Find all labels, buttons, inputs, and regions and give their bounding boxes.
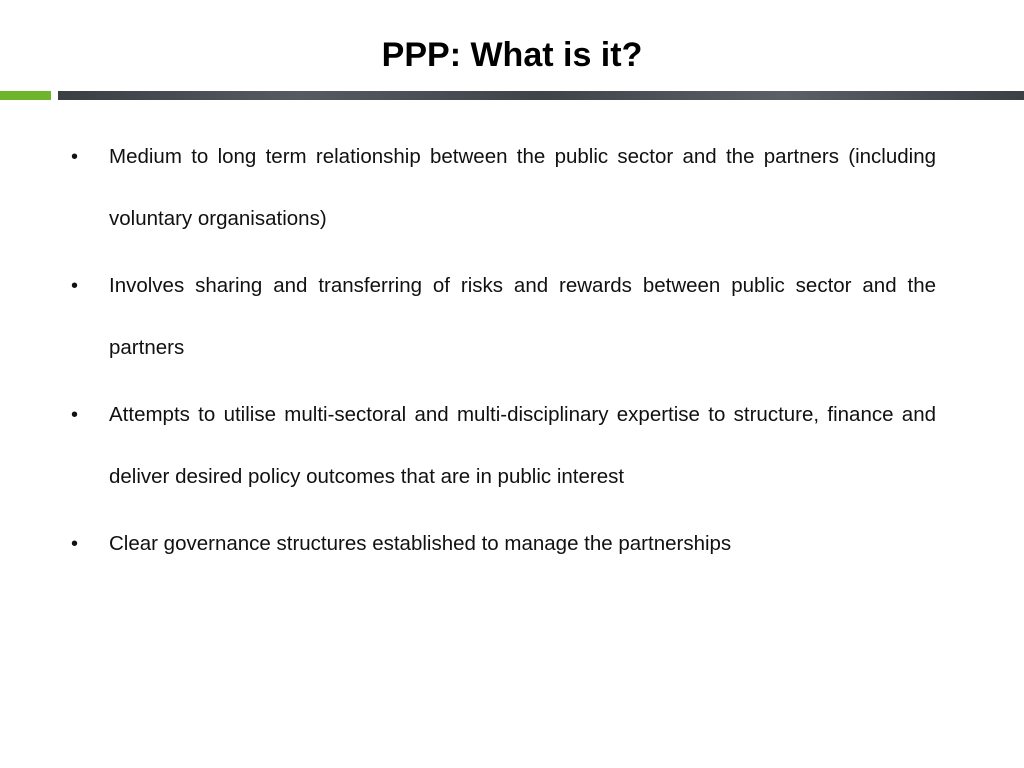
bullet-list — [66, 126, 936, 580]
bullet-item — [66, 513, 936, 575]
bullet-text: Attempts to utilise multi-sectoral and multi-disciplinary expertise to structure, finance and deliver desired policy outcomes that are in public interest — [109, 403, 936, 488]
bullet-item — [66, 384, 936, 508]
bullet-dot-icon: • — [71, 533, 79, 555]
bullet-dot-icon: • — [71, 404, 79, 426]
green-accent-bar — [0, 91, 51, 100]
bullet-text: Clear governance structures established to manage the partnerships — [109, 532, 732, 555]
bullet-item — [66, 126, 936, 250]
slide-title: PPP: What is it? — [381, 36, 643, 74]
bullet-item — [66, 255, 936, 379]
bullet-dot-icon: • — [71, 146, 79, 168]
bullet-text: Medium to long term relationship between the public sector and the partners (including voluntary organisations) — [109, 145, 936, 230]
title-divider-bar — [58, 91, 1024, 100]
bullet-dot-icon: • — [71, 275, 79, 297]
bullet-text: Involves sharing and transferring of risks and rewards between public sector and the partners — [109, 274, 936, 359]
